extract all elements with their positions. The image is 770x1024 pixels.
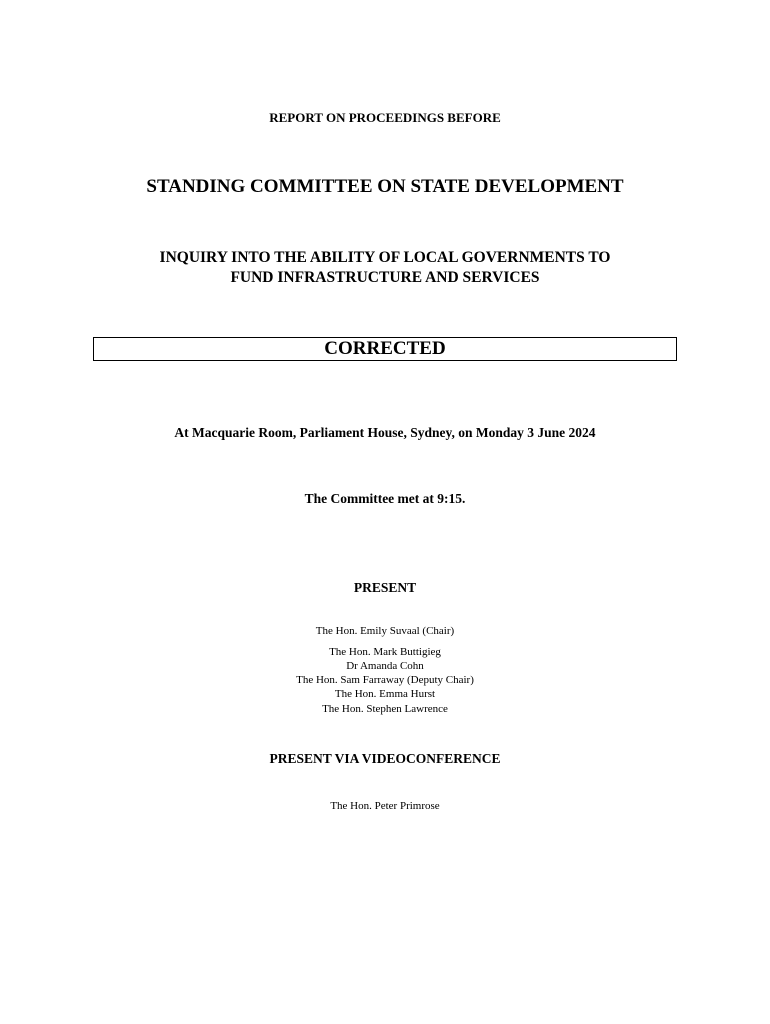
report-heading: REPORT ON PROCEEDINGS BEFORE bbox=[269, 110, 501, 125]
inquiry-title-line-2: FUND INFRASTRUCTURE AND SERVICES bbox=[230, 269, 540, 286]
present-member: The Hon. Mark Buttigieg bbox=[329, 646, 441, 658]
videoconference-member: The Hon. Peter Primrose bbox=[330, 800, 440, 812]
meeting-time: The Committee met at 9:15. bbox=[304, 491, 466, 506]
present-heading: PRESENT bbox=[353, 580, 417, 595]
present-member: The Hon. Sam Farraway (Deputy Chair) bbox=[296, 674, 474, 686]
corrected-status-box: CORRECTED bbox=[93, 337, 677, 361]
present-member: Dr Amanda Cohn bbox=[346, 660, 424, 672]
videoconference-heading: PRESENT VIA VIDEOCONFERENCE bbox=[269, 751, 501, 766]
inquiry-title-line-1: INQUIRY INTO THE ABILITY OF LOCAL GOVERNMENTS TO bbox=[159, 249, 611, 266]
present-member: The Hon. Emma Hurst bbox=[334, 688, 436, 700]
hearing-location: At Macquarie Room, Parliament House, Sydney, on Monday 3 June 2024 bbox=[174, 425, 596, 440]
committee-title: STANDING COMMITTEE ON STATE DEVELOPMENT bbox=[146, 176, 624, 197]
present-member: The Hon. Stephen Lawrence bbox=[322, 703, 448, 715]
present-member: The Hon. Emily Suvaal (Chair) bbox=[315, 625, 455, 637]
